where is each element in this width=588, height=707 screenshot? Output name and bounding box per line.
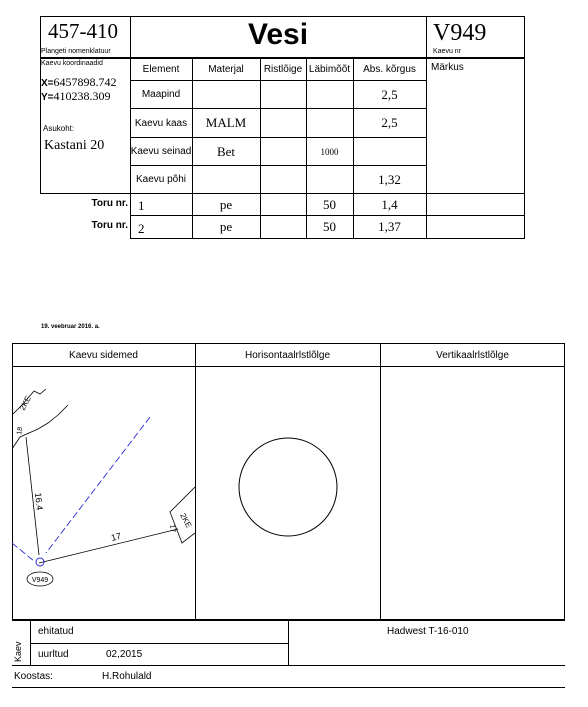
surveyed-value: 02,2015 xyxy=(106,649,143,660)
col-height: Abs. kõrgus xyxy=(363,63,416,75)
page-title: Vesi xyxy=(247,18,309,51)
col-material: Materjal xyxy=(208,63,244,75)
row-material: Bet xyxy=(216,143,236,159)
y-value: 410238.309 xyxy=(53,89,111,103)
well-circle xyxy=(239,438,337,536)
well-label: V949 xyxy=(31,577,49,584)
row-material: MALM xyxy=(205,115,247,130)
well-number: V949 xyxy=(433,20,487,46)
col-element: Element xyxy=(142,63,180,75)
row-element: Kaevu kaas xyxy=(134,117,188,129)
x-label: X= xyxy=(41,78,54,89)
pipe-material: pe xyxy=(219,196,233,212)
coords-label: Kaevu koordinaadid xyxy=(41,60,103,67)
well-connections-sketch xyxy=(12,367,195,619)
horizontal-section-drawing xyxy=(237,436,339,538)
project-code: Hadwest T-16-010 xyxy=(387,626,469,637)
row-element: Kaevu põhi xyxy=(135,174,187,185)
pipe-material: pe xyxy=(219,219,233,234)
label-17b: 17 xyxy=(168,524,177,534)
row-element: Kaevu seinad xyxy=(130,146,192,157)
pipe-no: 2 xyxy=(138,221,145,236)
pipe-height: 1,37 xyxy=(378,219,401,234)
footer-side-label: Kaev xyxy=(13,641,23,662)
water-pipe-line xyxy=(12,543,34,561)
row-height: 2,5 xyxy=(381,115,398,130)
date: 19. veebruar 2016. a. xyxy=(41,324,100,330)
well-number-label: Kaevu nr xyxy=(433,48,462,55)
pipe-diameter: 50 xyxy=(323,219,336,234)
label-16-4: 16.4 xyxy=(33,492,45,511)
row-height: 1,32 xyxy=(378,171,401,187)
label-17: 17 xyxy=(110,530,123,543)
label-2ke-right: 2KE xyxy=(178,511,194,530)
label-18: 18 xyxy=(16,426,25,436)
nomenclature-label: Plangeti nomenklatuur xyxy=(41,48,111,55)
col2-title: Horisontaalrlstlõlge xyxy=(244,349,331,361)
author-name: H.Rohulald xyxy=(102,671,152,682)
row-diameter: 1000 xyxy=(320,146,339,157)
author-label: Koostas: xyxy=(14,671,53,682)
pipe-label: Toru nr. xyxy=(91,198,128,209)
y-label: Y= xyxy=(41,92,54,103)
col3-title: Vertikaalrlstlõlge xyxy=(436,349,509,361)
water-pipe-line xyxy=(46,417,150,553)
location-value: Kastani 20 xyxy=(44,138,105,153)
row-height: 2,5 xyxy=(381,86,398,102)
col-section: Ristlõige xyxy=(263,63,303,75)
pipe-diameter: 50 xyxy=(323,196,336,212)
label-2ke-top: 2KE xyxy=(17,394,33,412)
location-label: Asukoht: xyxy=(43,124,75,133)
nomenclature: 457-410 xyxy=(48,19,118,43)
col-diameter: Läbimõõt xyxy=(308,63,351,75)
x-value: 6457898.742 xyxy=(53,75,117,89)
row-element: Maapind xyxy=(141,89,181,100)
pipe-height: 1,4 xyxy=(381,196,398,212)
built-label: ehitatud xyxy=(38,626,74,637)
pipe-label: Toru nr. xyxy=(91,220,128,231)
surveyed-label: uurltud xyxy=(38,649,69,660)
col-notes: Märkus xyxy=(431,62,464,73)
col1-title: Kaevu sidemed xyxy=(69,349,138,361)
pipe-no: 1 xyxy=(138,198,145,213)
connection-line xyxy=(39,529,178,563)
